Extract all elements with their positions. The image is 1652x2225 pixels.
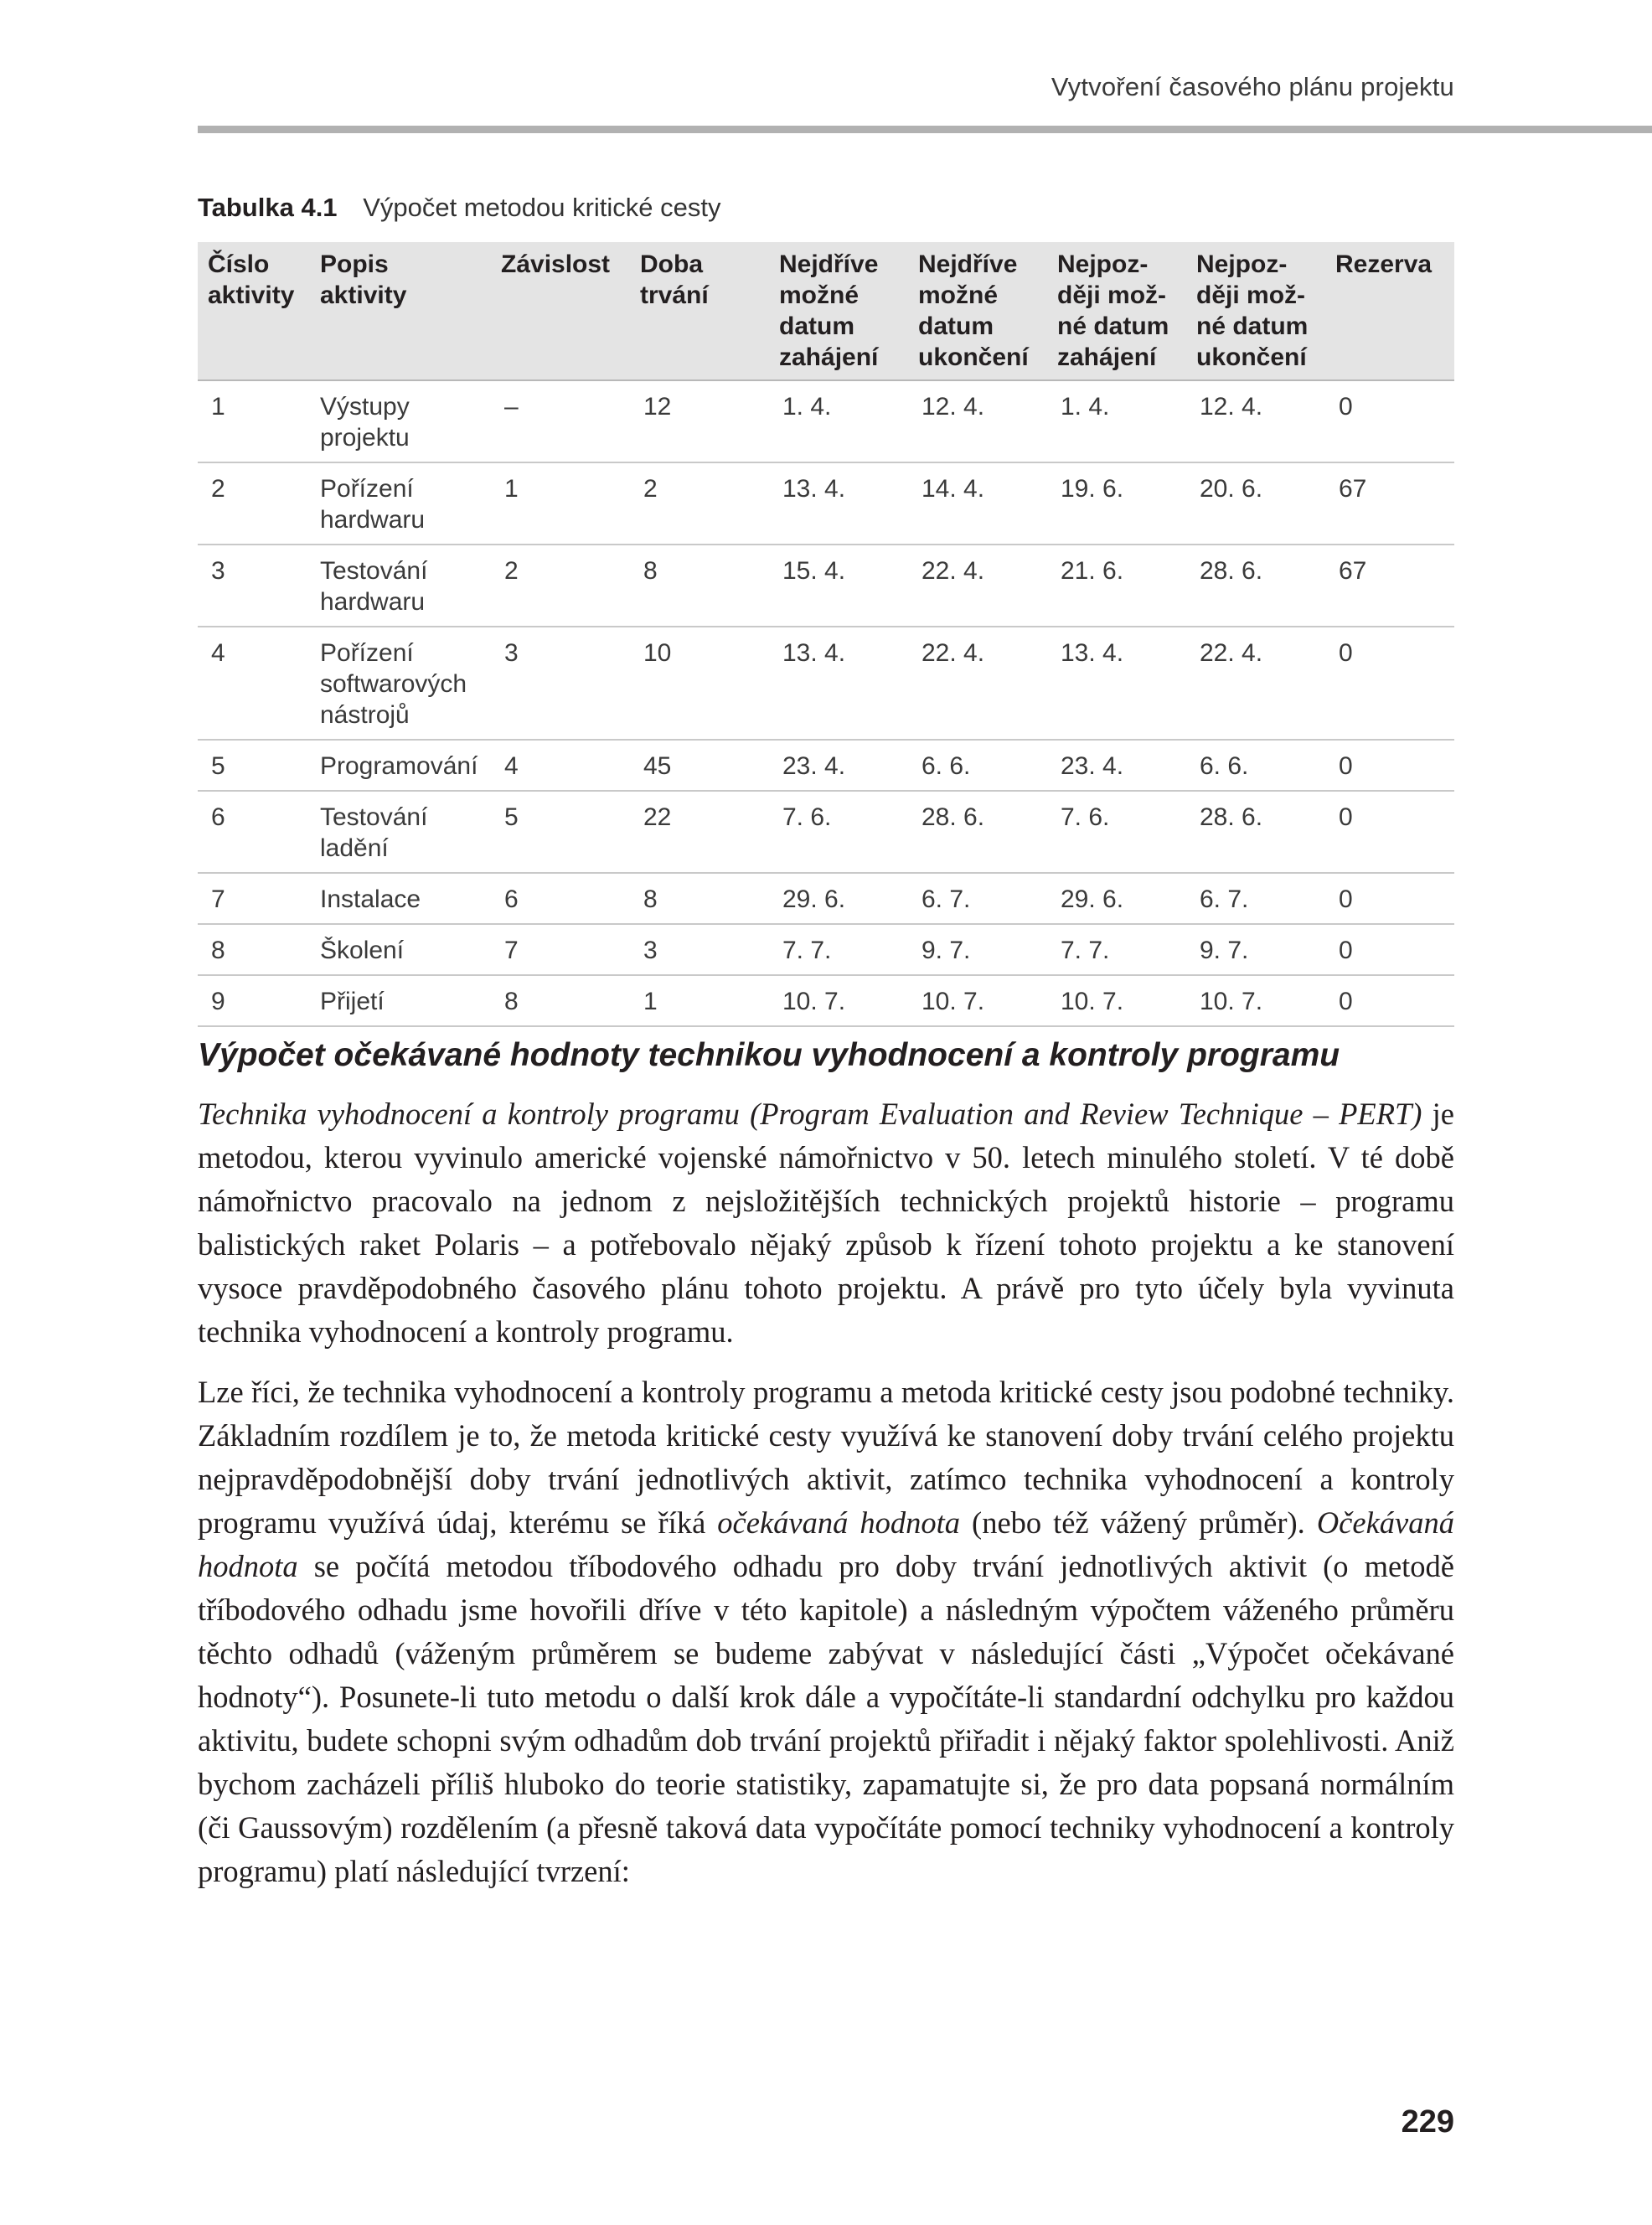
cell-col-late-start: 7. 7.	[1047, 924, 1186, 975]
cell-col-late-start: 10. 7.	[1047, 975, 1186, 1026]
cell-col-late-start: 19. 6.	[1047, 462, 1186, 545]
cell-col-slack: 0	[1325, 873, 1454, 924]
cell-col-activity-description: Programování	[310, 740, 491, 791]
cell-col-early-start: 10. 7.	[769, 975, 908, 1026]
page-number: 229	[1401, 2104, 1454, 2140]
cell-col-slack: 67	[1325, 545, 1454, 627]
cell-col-late-finish: 6. 7.	[1186, 873, 1325, 924]
cell-col-duration: 2	[630, 462, 769, 545]
cell-col-slack: 0	[1325, 975, 1454, 1026]
table-row	[198, 462, 1454, 545]
cell-col-activity-description: Instalace	[310, 873, 491, 924]
cell-col-dependency: 3	[491, 627, 630, 740]
cell-col-slack: 0	[1325, 924, 1454, 975]
cell-col-slack: 67	[1325, 462, 1454, 545]
header-col-dependency: Závislost	[491, 242, 630, 380]
cell-col-slack: 0	[1325, 740, 1454, 791]
cell-col-activity-description: Pořízení softwarových nástrojů	[310, 627, 491, 740]
cell-col-activity-number: 5	[198, 740, 310, 791]
cell-col-activity-description: Pořízení hardwaru	[310, 462, 491, 545]
cell-col-early-finish: 22. 4.	[908, 627, 1047, 740]
cell-col-activity-description: Přijetí	[310, 975, 491, 1026]
cell-col-late-start: 7. 6.	[1047, 791, 1186, 873]
header-col-early-start: Nejdříve možné datum zahájení	[769, 242, 908, 380]
cell-col-dependency: 5	[491, 791, 630, 873]
cell-col-duration: 12	[630, 380, 769, 462]
cell-col-early-finish: 6. 6.	[908, 740, 1047, 791]
cell-col-early-start: 13. 4.	[769, 462, 908, 545]
paragraph-2	[198, 1371, 1454, 1893]
cell-col-slack: 0	[1325, 791, 1454, 873]
cell-col-late-start: 29. 6.	[1047, 873, 1186, 924]
cell-col-duration: 3	[630, 924, 769, 975]
cell-col-dependency: 7	[491, 924, 630, 975]
cell-col-late-start: 21. 6.	[1047, 545, 1186, 627]
cell-col-activity-description: Testování ladění	[310, 791, 491, 873]
cell-col-early-finish: 6. 7.	[908, 873, 1047, 924]
cell-col-dependency: 8	[491, 975, 630, 1026]
cell-col-early-start: 1. 4.	[769, 380, 908, 462]
cell-col-early-finish: 28. 6.	[908, 791, 1047, 873]
table-row	[198, 975, 1454, 1026]
header-rule	[198, 126, 1652, 133]
table-caption-label: Tabulka 4.1	[198, 193, 338, 222]
cell-col-early-finish: 14. 4.	[908, 462, 1047, 545]
cell-col-early-start: 23. 4.	[769, 740, 908, 791]
cell-col-late-finish: 6. 6.	[1186, 740, 1325, 791]
paragraph-2-part-1: Lze říci, že technika vyhodnocení a kontroly programu a metoda kritické cesty jsou podobné techniky. Základním rozdílem je to, že metoda kritické cesty využívá ke stanovení doby trvání celého projektu nejpravděpodobnější doby trvání jednotlivých aktivit, zatímco technika vyhodnocení a kontroly programu využívá údaj, kterému se říká	[198, 1375, 1454, 1540]
table-caption	[198, 193, 720, 223]
cell-col-early-start: 7. 7.	[769, 924, 908, 975]
paragraph-2-part-2: (nebo též vážený průměr).	[960, 1505, 1317, 1540]
cell-col-duration: 22	[630, 791, 769, 873]
cell-col-early-finish: 10. 7.	[908, 975, 1047, 1026]
cell-col-late-start: 13. 4.	[1047, 627, 1186, 740]
cell-col-early-start: 15. 4.	[769, 545, 908, 627]
cell-col-duration: 45	[630, 740, 769, 791]
table-row	[198, 627, 1454, 740]
cell-col-early-finish: 9. 7.	[908, 924, 1047, 975]
cell-col-dependency: 4	[491, 740, 630, 791]
cell-col-activity-description: Školení	[310, 924, 491, 975]
cell-col-late-finish: 12. 4.	[1186, 380, 1325, 462]
table-row	[198, 740, 1454, 791]
header-col-late-start: Nejpoz-ději mož-né datum zahájení	[1047, 242, 1186, 380]
paragraph-1	[198, 1092, 1454, 1354]
cell-col-duration: 8	[630, 545, 769, 627]
cell-col-late-start: 1. 4.	[1047, 380, 1186, 462]
cell-col-activity-number: 9	[198, 975, 310, 1026]
cell-col-activity-number: 4	[198, 627, 310, 740]
cell-col-activity-description: Testování hardwaru	[310, 545, 491, 627]
header-col-activity-number: Číslo aktivity	[198, 242, 310, 380]
cell-col-late-finish: 10. 7.	[1186, 975, 1325, 1026]
cell-col-dependency: –	[491, 380, 630, 462]
section-heading: Výpočet očekávané hodnoty technikou vyhodnocení a kontroly programu	[198, 1037, 1340, 1073]
cell-col-early-start: 29. 6.	[769, 873, 908, 924]
header-col-late-finish: Nejpoz-ději mož-né datum ukončení	[1186, 242, 1325, 380]
cell-col-late-start: 23. 4.	[1047, 740, 1186, 791]
cell-col-activity-number: 2	[198, 462, 310, 545]
cell-col-late-finish: 9. 7.	[1186, 924, 1325, 975]
cell-col-dependency: 1	[491, 462, 630, 545]
table-row	[198, 380, 1454, 462]
table-row	[198, 873, 1454, 924]
cell-col-slack: 0	[1325, 380, 1454, 462]
cell-col-activity-number: 6	[198, 791, 310, 873]
cell-col-duration: 8	[630, 873, 769, 924]
header-col-early-finish: Nejdříve možné datum ukončení	[908, 242, 1047, 380]
cell-col-activity-number: 7	[198, 873, 310, 924]
cell-col-early-start: 7. 6.	[769, 791, 908, 873]
cell-col-early-start: 13. 4.	[769, 627, 908, 740]
cell-col-activity-number: 8	[198, 924, 310, 975]
cell-col-dependency: 2	[491, 545, 630, 627]
cell-col-late-finish: 28. 6.	[1186, 791, 1325, 873]
paragraph-2-part-3: se počítá metodou tříbodového odhadu pro doby trvání jednotlivých aktivit (o metodě tříbodového odhadu jsme hovořili dříve v této kapitole) a následným výpočtem váženého průměru těchto odhadů (váženým průměrem se budeme zabývat v následující části „Výpočet očekávané hodnoty“). Posunete-li tuto metodu o další krok dále a vypočítáte-li standardní odchylku pro každou aktivitu, budete schopni svým odhadům dob trvání projektů přiřadit i nějaký faktor spolehlivosti. Aniž bychom zacházeli příliš hluboko do teorie statistiky, zapamatujte si, že pro data popsaná normálním (či Gaussovým) rozdělením (a přesně taková data vypočítáte pomocí techniky vyhodnocení a kontroly programu) platí následující tvrzení:	[198, 1549, 1454, 1888]
cell-col-early-finish: 22. 4.	[908, 545, 1047, 627]
cell-col-duration: 10	[630, 627, 769, 740]
paragraph-2-italic-1: očekávaná hodnota	[717, 1505, 961, 1540]
cell-col-duration: 1	[630, 975, 769, 1026]
paragraph-2-italic-2: Očekávaná hodnota	[198, 1505, 1454, 1583]
table-row	[198, 791, 1454, 873]
cell-col-dependency: 6	[491, 873, 630, 924]
table-body	[198, 380, 1454, 1026]
cell-col-late-finish: 20. 6.	[1186, 462, 1325, 545]
header-col-activity-description: Popis aktivity	[310, 242, 491, 380]
cell-col-activity-number: 1	[198, 380, 310, 462]
cell-col-early-finish: 12. 4.	[908, 380, 1047, 462]
critical-path-table	[198, 242, 1454, 1027]
table-caption-text: Výpočet metodou kritické cesty	[363, 193, 721, 222]
table-row	[198, 545, 1454, 627]
table-header-row	[198, 242, 1454, 380]
header-col-slack: Rezerva	[1325, 242, 1454, 380]
paragraph-1-text: je metodou, kterou vyvinulo americké vojenské námořnictvo v 50. letech minulého století. V té době námořnictvo pracovalo na jednom z nejsložitějších technických projektů historie – programu balistických raket Polaris – a potřebovalo nějaký způsob k řízení tohoto projektu a ke stanovení vysoce pravděpodobného časového plánu tohoto projektu. A právě pro tyto účely byla vyvinuta technika vyhodnocení a kontroly programu.	[198, 1097, 1455, 1349]
running-head: Vytvoření časového plánu projektu	[1051, 72, 1454, 101]
cell-col-late-finish: 28. 6.	[1186, 545, 1325, 627]
cell-col-activity-description: Výstupy projektu	[310, 380, 491, 462]
cell-col-slack: 0	[1325, 627, 1454, 740]
cell-col-activity-number: 3	[198, 545, 310, 627]
cell-col-late-finish: 22. 4.	[1186, 627, 1325, 740]
header-col-duration: Doba trvání	[630, 242, 769, 380]
table-row	[198, 924, 1454, 975]
paragraph-1-italic-lead: Technika vyhodnocení a kontroly programu (Program Evaluation and Review Technique – PERT)	[198, 1097, 1422, 1131]
